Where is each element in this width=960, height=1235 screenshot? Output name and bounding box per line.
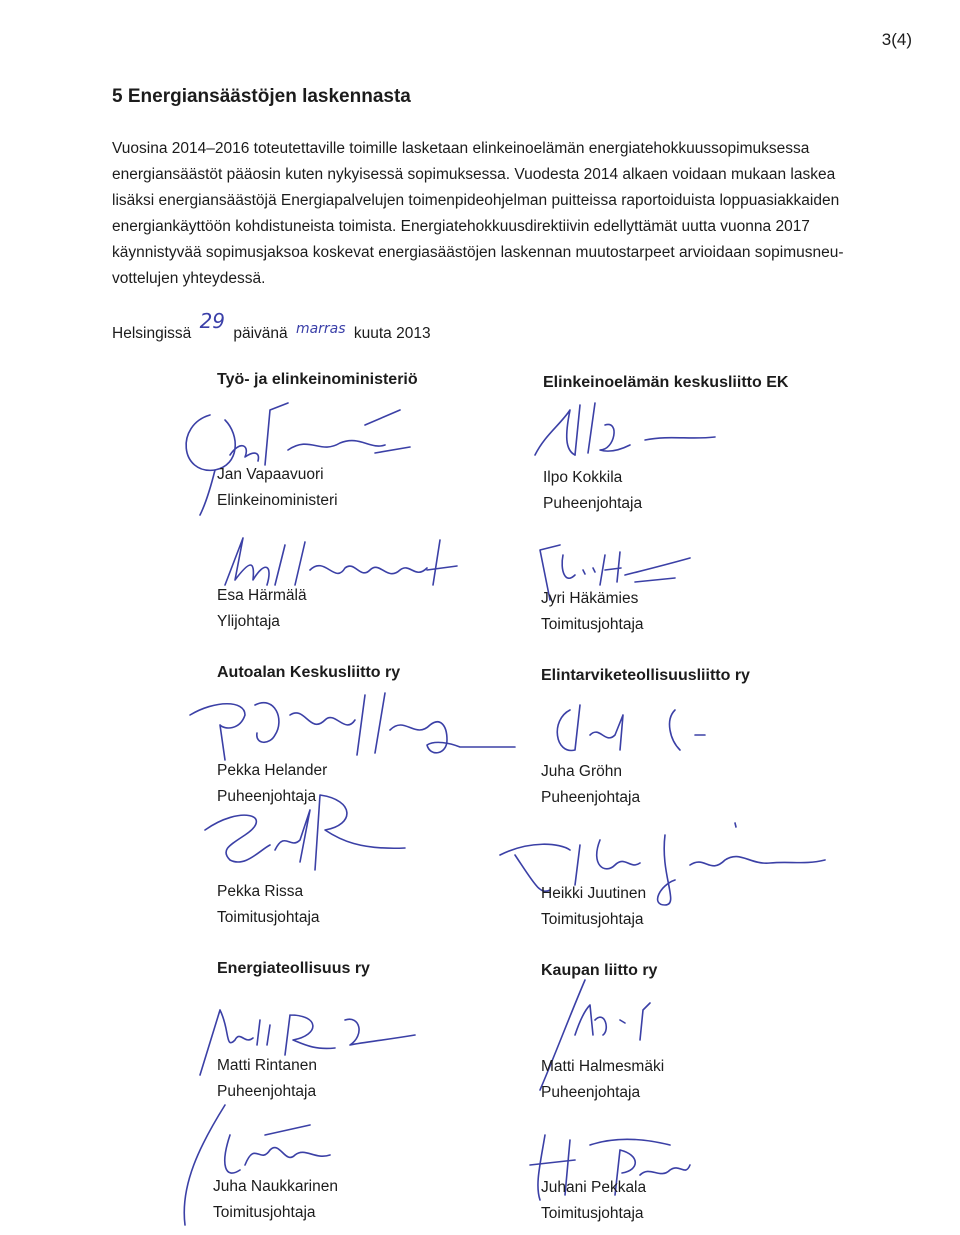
month-suffix: kuuta 2013	[353, 325, 431, 342]
signer-role: Elinkeinoministeri	[217, 492, 338, 509]
signer-name: Matti Halmesmäki	[541, 1058, 665, 1075]
paragraph-line: lisäksi energiansäästöjä Energiapalvelujen toimenpideohjelman puitteissa raportoiduista loppuasiakkaiden	[112, 192, 840, 209]
page-number: 3(4)	[881, 30, 912, 49]
org-autoalan-keskusliitto: Autoalan Keskusliitto ry	[217, 664, 401, 681]
signer-role: Toimitusjohtaja	[217, 909, 320, 926]
signer-role: Toimitusjohtaja	[541, 1205, 644, 1222]
signature-juha-grohn	[545, 695, 745, 765]
signer-name: Matti Rintanen	[217, 1057, 317, 1074]
signer-name: Jan Vapaavuori	[217, 466, 324, 483]
signature-pekka-helander	[185, 685, 515, 765]
paragraph-line: vottelujen yhteydessä.	[112, 270, 266, 287]
signature-ilpo-kokkila	[520, 395, 750, 470]
signer-name: Pekka Rissa	[217, 883, 304, 900]
place-date-line	[112, 309, 431, 343]
paragraph-line: energiankäyttöön kohdistuneista toimista. Energiatehokkuusdirektiivin edellyttämät uutta vuonna 2017	[112, 218, 810, 235]
signature-pekka-rissa	[190, 790, 420, 880]
org-ek: Elinkeinoelämän keskusliitto EK	[543, 374, 789, 391]
signer-role: Puheenjohtaja	[217, 788, 317, 805]
signer-role: Toimitusjohtaja	[541, 911, 644, 928]
org-energiateollisuus: Energiateollisuus ry	[217, 960, 370, 977]
paragraph-line: Vuosina 2014–2016 toteutettaville toimille lasketaan elinkeinoelämän energiatehokkuussopimuksessa	[112, 140, 810, 157]
signer-name: Juha Gröhn	[541, 763, 622, 780]
paragraph-line: energiansäästöt pääosin kuten nykyisessä sopimuksessa. Vuodesta 2014 alkaen voidaan mukaan laskea	[112, 166, 836, 183]
signature-matti-halmesmaki	[525, 975, 685, 1095]
signer-role: Toimitusjohtaja	[541, 616, 644, 633]
section-title: 5 Energiansäästöjen laskennasta	[112, 86, 411, 107]
place-text: Helsingissä	[112, 325, 192, 342]
signer-role: Puheenjohtaja	[541, 789, 641, 806]
paragraph-line: käynnistyvää sopimusjaksoa koskevat energiasäästöjen laskennan muutostarpeet arvioidaan sopimusneu-	[112, 244, 844, 261]
signer-name: Heikki Juutinen	[541, 885, 647, 902]
signer-name: Pekka Helander	[217, 762, 328, 779]
signer-role: Puheenjohtaja	[541, 1084, 641, 1101]
signer-name: Juhani Pekkala	[541, 1179, 647, 1196]
signer-name: Ilpo Kokkila	[543, 469, 623, 486]
signer-role: Ylijohtaja	[217, 613, 280, 630]
signer-role: Toimitusjohtaja	[213, 1204, 316, 1221]
signer-role: Puheenjohtaja	[217, 1083, 317, 1100]
handwritten-month: marras	[295, 321, 346, 337]
signer-name: Juha Naukkarinen	[213, 1178, 338, 1195]
signer-role: Puheenjohtaja	[543, 495, 643, 512]
org-tem: Työ- ja elinkeinoministeriö	[217, 371, 418, 388]
org-elintarviketeollisuusliitto: Elintarviketeollisuusliitto ry	[541, 667, 750, 684]
day-word: päivänä	[233, 325, 288, 342]
handwritten-day: 29	[199, 309, 226, 333]
signer-name: Jyri Häkämies	[541, 590, 639, 607]
org-kaupan-liitto: Kaupan liitto ry	[541, 962, 658, 979]
signer-name: Esa Härmälä	[217, 587, 307, 604]
